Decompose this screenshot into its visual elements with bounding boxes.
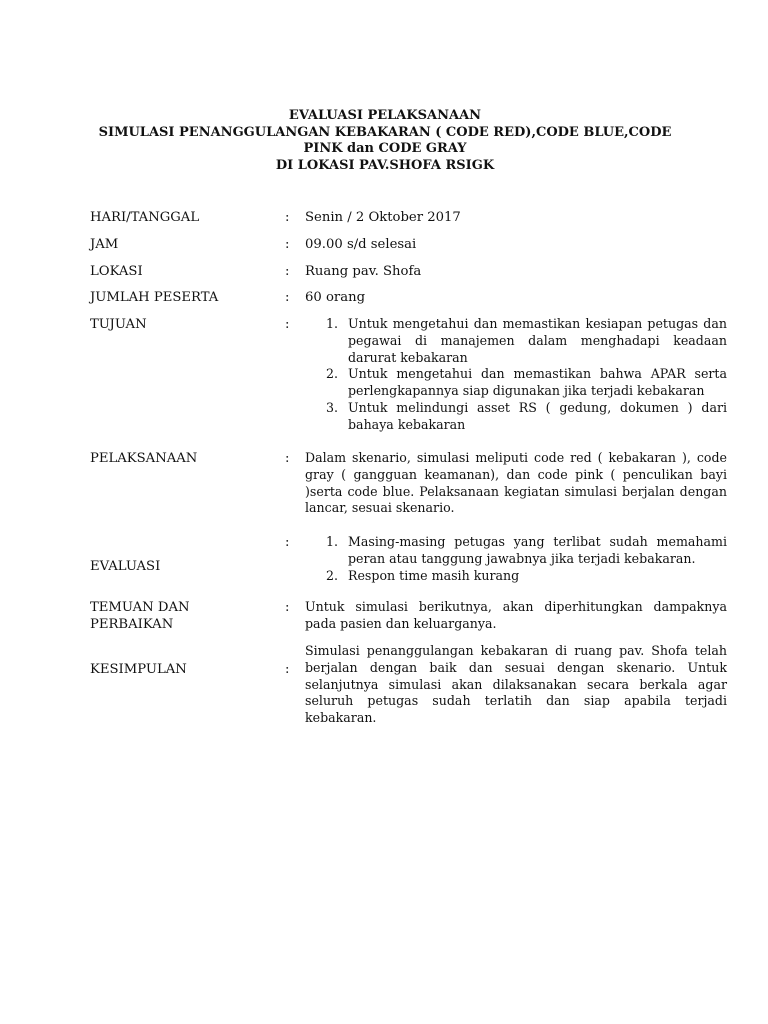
evaluasi-colon: : [285, 535, 290, 550]
list-item [322, 534, 727, 568]
jumlah-peserta-colon: : [285, 290, 290, 305]
list-item-number: 2. [326, 567, 339, 583]
title-line-1: EVALUASI PELAKSANAAN [288, 108, 482, 123]
document-title [60, 108, 710, 174]
hari-tanggal-colon: : [285, 210, 290, 225]
temuan-label-line-1: TEMUAN DAN [90, 600, 190, 615]
list-item-number: 1. [326, 534, 339, 549]
jumlah-peserta-value: 60 orang [305, 290, 366, 305]
temuan-text: Untuk simulasi berikutnya, akan diperhitungkan dampaknya pada pasien dan keluarganya. [305, 599, 727, 631]
tujuan-list [322, 316, 727, 434]
pelaksanaan-text: Dalam skenario, simulasi meliputi code red ( kebakaran ), code gray ( gangguan keamanan), dan code pink ( penculikan bayi )serta code blue. Pelaksanaan kegiatan simulasi berjalan dengan lancar, sesuai skenario. [305, 450, 727, 516]
title-line-3: PINK dan CODE GRAY [303, 141, 467, 156]
list-item-number: 2. [326, 366, 339, 382]
tujuan-label: TUJUAN [90, 317, 147, 332]
list-item [322, 316, 727, 366]
kesimpulan-colon: : [285, 662, 290, 677]
temuan-label-line-2: PERBAIKAN [90, 617, 174, 632]
pelaksanaan-label: PELAKSANAAN [90, 451, 198, 466]
evaluasi-label: EVALUASI [90, 559, 161, 574]
list-item [322, 400, 727, 434]
jam-value: 09.00 s/d selesai [305, 237, 417, 252]
list-item-text: Untuk melindungi asset RS ( gedung, dokumen ) dari bahaya kebakaran [348, 399, 727, 432]
jam-label: JAM [90, 237, 119, 252]
tujuan-colon: : [285, 317, 290, 332]
hari-tanggal-value: Senin / 2 Oktober 2017 [305, 210, 461, 225]
list-item [322, 366, 727, 400]
evaluasi-list [322, 534, 727, 584]
list-item [322, 568, 727, 585]
title-line-2: SIMULASI PENANGGULANGAN KEBAKARAN ( CODE RED),CODE BLUE,CODE [98, 124, 672, 140]
list-item-number: 1. [326, 316, 339, 331]
hari-tanggal-label: HARI/TANGGAL [90, 210, 200, 225]
lokasi-colon: : [285, 264, 290, 279]
kesimpulan-label: KESIMPULAN [90, 662, 187, 677]
lokasi-value: Ruang pav. Shofa [305, 264, 422, 279]
pelaksanaan-colon: : [285, 451, 290, 466]
kesimpulan-text: Simulasi penanggulangan kebakaran di ruang pav. Shofa telah berjalan dengan baik dan sesuai dengan skenario. Untuk selanjutnya simulasi akan dilaksanakan secara berkala agar seluruh petugas sudah terlatih dan siap apabila terjadi kebakaran. [305, 643, 727, 726]
list-item-text: Untuk mengetahui dan memastikan kesiapan petugas dan pegawai di manajemen dalam menghadapi keadaan darurat kebakaran [348, 316, 727, 365]
jumlah-peserta-label: JUMLAH PESERTA [90, 290, 219, 305]
list-item-text: Masing-masing petugas yang terlibat sudah memahami peran atau tanggung jawabnya jika terjadi kebakaran. [348, 534, 727, 566]
temuan-colon: : [285, 600, 290, 615]
title-line-4: DI LOKASI PAV.SHOFA RSIGK [275, 157, 495, 173]
list-item-number: 3. [326, 399, 339, 415]
lokasi-label: LOKASI [90, 264, 143, 279]
jam-colon: : [285, 237, 290, 252]
list-item-text: Untuk mengetahui dan memastikan bahwa APAR serta perlengkapannya siap digunakan jika terjadi kebakaran [348, 366, 727, 399]
list-item-text: Respon time masih kurang [348, 567, 520, 583]
